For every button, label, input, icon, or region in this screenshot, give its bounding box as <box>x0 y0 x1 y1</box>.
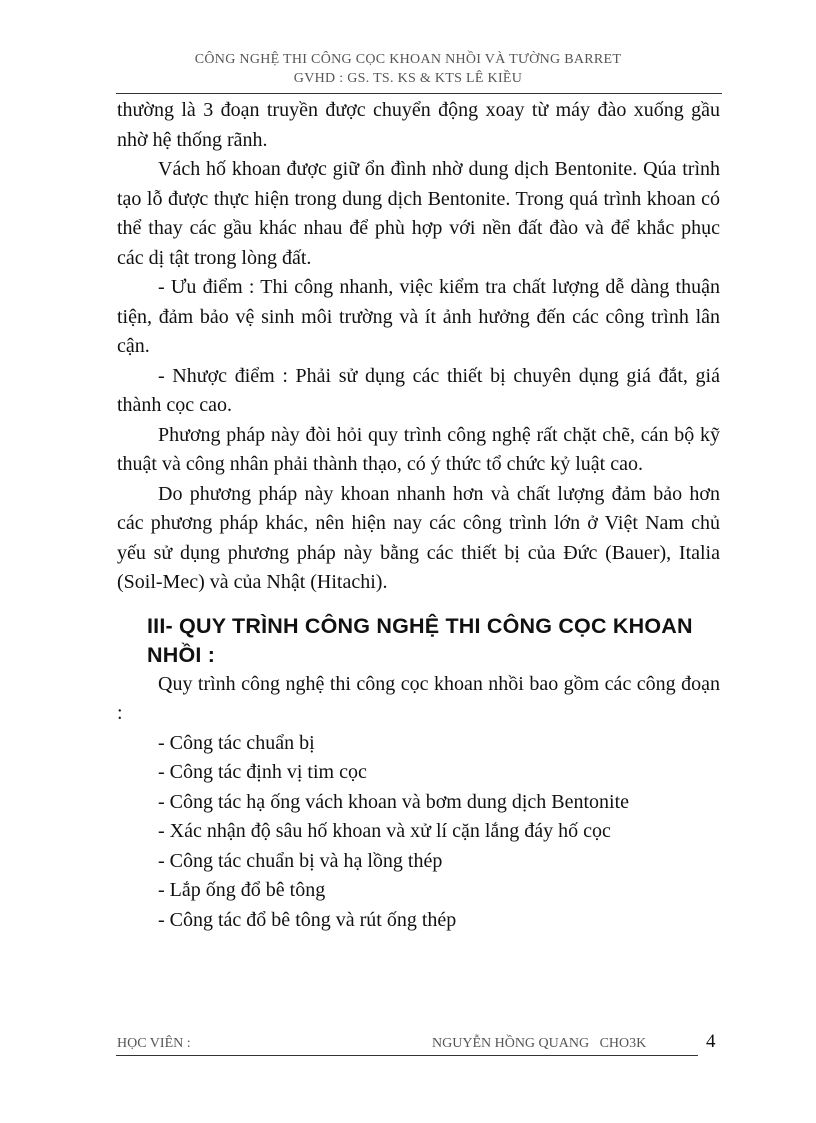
header-divider <box>116 93 722 94</box>
paragraph-bentonite: Vách hố khoan được giữ ổn đình nhờ dung dịch Bentonite. Qúa trình tạo lỗ được thực hiện trong dung dịch Bentonite. Trong quá trình khoan có thể thay các gầu khác nhau để phù hợp với nền đất đào và để khắc phục các dị tật trong lòng đất. <box>117 158 720 269</box>
header-title: CÔNG NGHỆ THI CÔNG CỌC KHOAN NHỒI VÀ TƯỜNG BARRET <box>194 52 622 67</box>
section-intro: Quy trình công nghệ thi công cọc khoan nhồi bao gồm các công đoạn : <box>117 672 720 724</box>
list-item: - Công tác chuẩn bị và hạ lồng thép <box>158 849 443 872</box>
list-item: - Công tác hạ ống vách khoan và bơm dung dịch Bentonite <box>158 790 630 813</box>
footer-student-name: NGUYỄN HỒNG QUANG CHO3K <box>432 1036 647 1051</box>
footer-divider <box>116 1055 698 1056</box>
list-item: - Công tác định vị tim cọc <box>158 761 367 783</box>
header-advisor: GVHD : GS. TS. KS & KTS LÊ KIỀU <box>293 71 523 86</box>
list-item: - Công tác đổ bê tông và rút ống thép <box>158 908 457 931</box>
list-item: - Lắp ống đổ bê tông <box>158 879 326 901</box>
paragraph-usage-vietnam: Do phương pháp này khoan nhanh hơn và chất lượng đảm bảo hơn các phương pháp khác, nên hiện nay các công trình lớn ở Việt Nam chủ yếu sử dụng phương pháp này bằng các thiết bị của Đức (Bauer), Italia (Soil-Mec) và của Nhật (Hitachi). <box>117 482 720 593</box>
list-item: - Xác nhận độ sâu hố khoan và xử lí cặn lắng đáy hố cọc <box>158 820 611 842</box>
section-heading: III- QUY TRÌNH CÔNG NGHỆ THI CÔNG CỌC KHOAN NHỒI : <box>147 613 693 667</box>
paragraph-requirements: Phương pháp này đòi hỏi quy trình công nghệ rất chặt chẽ, cán bộ kỹ thuật và công nhân phải thành thạo, có ý thức tổ chức kỷ luật cao. <box>117 423 720 475</box>
paragraph-continuation: thường là 3 đoạn truyền được chuyển động xoay từ máy đào xuống gầu nhờ hệ thống rãnh. <box>117 99 720 151</box>
paragraph-disadvantages: - Nhược điểm : Phải sử dụng các thiết bị chuyên dụng giá đắt, giá thành cọc cao. <box>117 364 720 416</box>
page-number: 4 <box>706 1031 716 1052</box>
footer-student-label: HỌC VIÊN : <box>117 1036 191 1051</box>
list-item: - Công tác chuẩn bị <box>158 731 315 754</box>
paragraph-advantages: - Ưu điểm : Thi công nhanh, việc kiểm tra chất lượng dễ dàng thuận tiện, đảm bảo vệ sinh môi trường và ít ảnh hưởng đến các công trình lân cận. <box>117 276 720 357</box>
page-body <box>117 96 720 935</box>
